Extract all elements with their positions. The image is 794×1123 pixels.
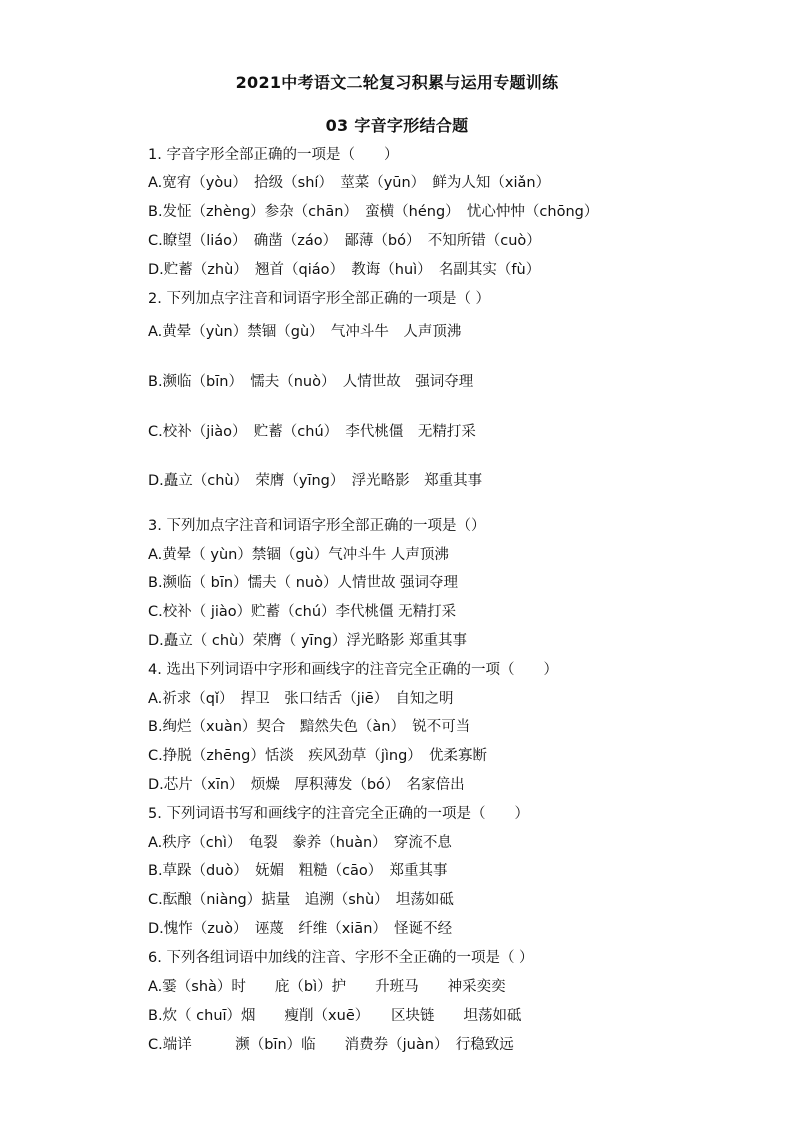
- question-4-option-d: D.芯片（xīn） 烦燥 厚积薄发（bó） 名家倍出: [148, 777, 465, 793]
- question-2-option-d: D.矗立（chù） 荣膺（yīng） 浮光略影 郑重其事: [148, 473, 483, 489]
- question-6-stem: 6. 下列各组词语中加线的注音、字形不全正确的一项是（ ）: [148, 950, 534, 966]
- question-2-option-b: B.濒临（bīn） 懦夫（nuò） 人情世故 强词夺理: [148, 374, 474, 390]
- question-5-stem: 5. 下列词语书写和画线字的注音完全正确的一项是（ ）: [148, 806, 529, 822]
- question-4-option-a: A.祈求（qǐ） 捍卫 张口结舌（jiē） 自知之明: [148, 691, 454, 707]
- question-6-option-c: C.端详 濒（bīn）临 消费券（juàn） 行稳致远: [148, 1037, 514, 1053]
- document-subtitle: 03 字音字形结合题: [325, 116, 469, 135]
- question-1-option-c: C.瞭望（liáo） 确凿（záo） 鄙薄（bó） 不知所错（cuò）: [148, 233, 541, 249]
- question-1-option-b: B.发怔（zhèng）参杂（chān） 蛮横（héng） 忧心忡忡（chōng）: [148, 204, 599, 220]
- question-5-option-b: B.草跺（duò） 妩媚 粗糙（cāo） 郑重其事: [148, 863, 448, 879]
- question-6-option-b: B.炊（ chuī）烟 瘦削（xuē） 区块链 坦荡如砥: [148, 1008, 522, 1024]
- question-3-stem: 3. 下列加点字注音和词语字形全部正确的一项是（）: [148, 518, 486, 534]
- question-5-option-c: C.酝酿（niàng）掂量 追溯（shù） 坦荡如砥: [148, 892, 454, 908]
- question-2-option-a: A.黄晕（yùn）禁锢（gù） 气冲斗牛 人声顶沸: [148, 324, 462, 340]
- question-1-stem: 1. 字音字形全部正确的一项是（ ）: [148, 147, 399, 163]
- question-3-option-d: D.矗立（ chù）荣膺（ yīng）浮光略影 郑重其事: [148, 633, 467, 649]
- question-5-option-a: A.秩序（chì） 龟裂 豢养（huàn） 穿流不息: [148, 835, 452, 851]
- question-1-option-a: A.宽宥（yòu） 拾级（shí） 莖菜（yūn） 鲜为人知（xiǎn）: [148, 175, 551, 191]
- question-3-option-a: A.黄晕（ yùn）禁锢（gù）气冲斗牛 人声顶沸: [148, 547, 449, 563]
- question-4-option-b: B.绚烂（xuàn）契合 黯然失色（àn） 锐不可当: [148, 719, 471, 735]
- question-2-option-c: C.校补（jiào） 贮蓄（chú） 李代桃僵 无精打采: [148, 424, 476, 440]
- question-4-stem: 4. 选出下列词语中字形和画线字的注音完全正确的一项（ ）: [148, 662, 558, 678]
- document-title: 2021中考语文二轮复习积累与运用专题训练: [235, 73, 559, 92]
- question-3-option-c: C.校补（ jiào）贮蓄（chú）李代桃僵 无精打采: [148, 604, 457, 620]
- question-1-option-d: D.贮蓄（zhù） 翘首（qiáo） 教诲（huì） 名副其实（fù）: [148, 262, 541, 278]
- question-2-stem: 2. 下列加点字注音和词语字形全部正确的一项是（ ）: [148, 291, 491, 307]
- question-4-option-c: C.挣脱（zhēng）恬淡 疾风劲草（jìng） 优柔寡断: [148, 748, 488, 764]
- question-6-option-a: A.霎（shà）时 庇（bì）护 升班马 神采奕奕: [148, 979, 506, 995]
- question-3-option-b: B.濒临（ bīn）懦夫（ nuò）人情世故 强词夺理: [148, 575, 459, 591]
- question-5-option-d: D.愧怍（zuò） 诬蔑 纤维（xiān） 怪诞不经: [148, 921, 453, 937]
